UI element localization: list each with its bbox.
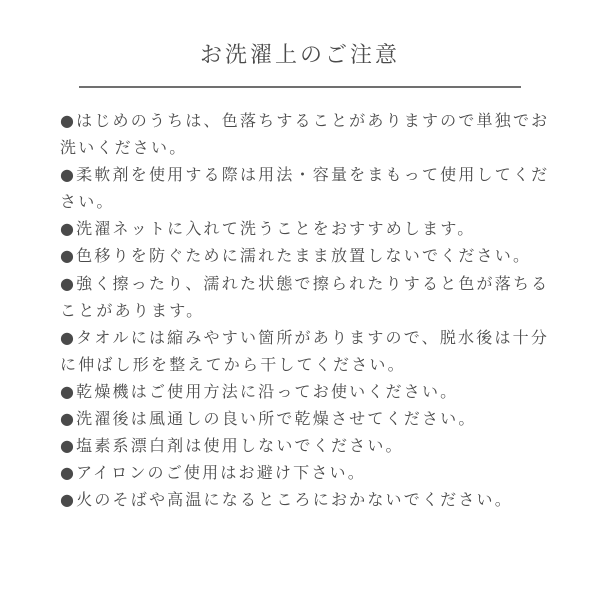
care-note: ●強く擦ったり、濡れた状態で擦られたりすると色が落ちることがあります。 (60, 273, 550, 320)
care-note: ●乾燥機はご使用方法に沿ってお使いください。 (60, 381, 459, 401)
page-title: お洗濯上のご注意 (199, 43, 400, 68)
care-note: ●火のそばや高温になるところにおかないでください。 (60, 490, 513, 510)
care-note: ●タオルには縮みやすい箇所がありますので、脱水後は十分に伸ばし形を整えてから干してください。 (60, 327, 550, 374)
care-note: ●アイロンのご使用はお避け下さい。 (60, 463, 366, 483)
care-note: ●柔軟剤を使用する際は用法・容量をまもって使用してください。 (60, 165, 550, 212)
care-note: ●色移りを防ぐために濡れたまま放置しないでください。 (60, 246, 532, 266)
care-note: ●洗濯ネットに入れて洗うことをおすすめします。 (60, 219, 476, 239)
care-note: ●はじめのうちは、色落ちすることがありますので単独でお洗いください。 (60, 111, 550, 158)
title-divider (79, 86, 521, 88)
care-notes-list (60, 107, 550, 513)
care-note: ●洗濯後は風通しの良い所で乾燥させてください。 (60, 409, 477, 429)
care-note: ●塩素系漂白剤は使用しないでください。 (60, 436, 404, 456)
